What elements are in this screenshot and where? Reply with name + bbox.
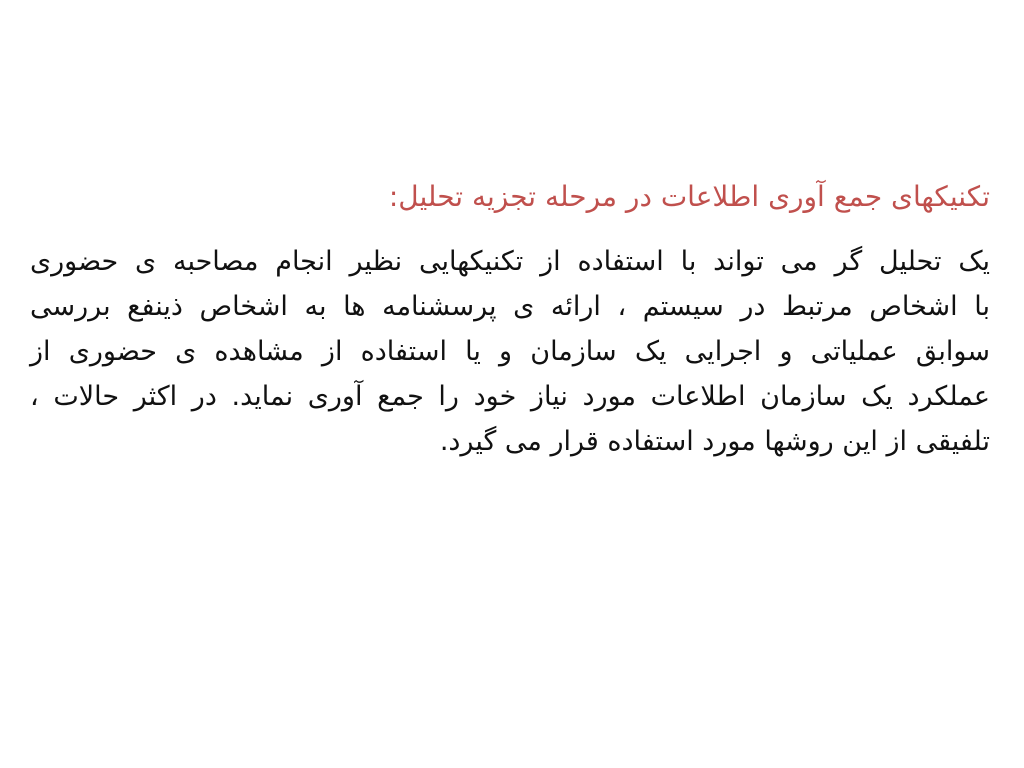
body-line-5: تلفیقی از این روشها مورد استفاده قرار می گیرد. bbox=[439, 426, 990, 457]
body-line-4: عملکرد یک سازمان اطلاعات مورد نیاز خود را جمع آوری نماید. در اکثر حالات ، bbox=[30, 381, 990, 412]
body-line-1: یک تحلیل گر می تواند با استفاده از تکنیکهایی نظیر انجام مصاحبه ی حضوری bbox=[30, 246, 990, 277]
slide-title: تکنیکهای جمع آوری اطلاعات در مرحله تجزیه تحلیل: bbox=[388, 180, 990, 213]
body-line-2: با اشخاص مرتبط در سیستم ، ارائه ی پرسشنامه ها به اشخاص ذینفع بررسی bbox=[30, 291, 990, 322]
body-line-3: سوابق عملیاتی و اجرایی یک سازمان و یا استفاده از مشاهده ی حضوری از bbox=[30, 336, 990, 367]
body-paragraph bbox=[30, 239, 990, 464]
